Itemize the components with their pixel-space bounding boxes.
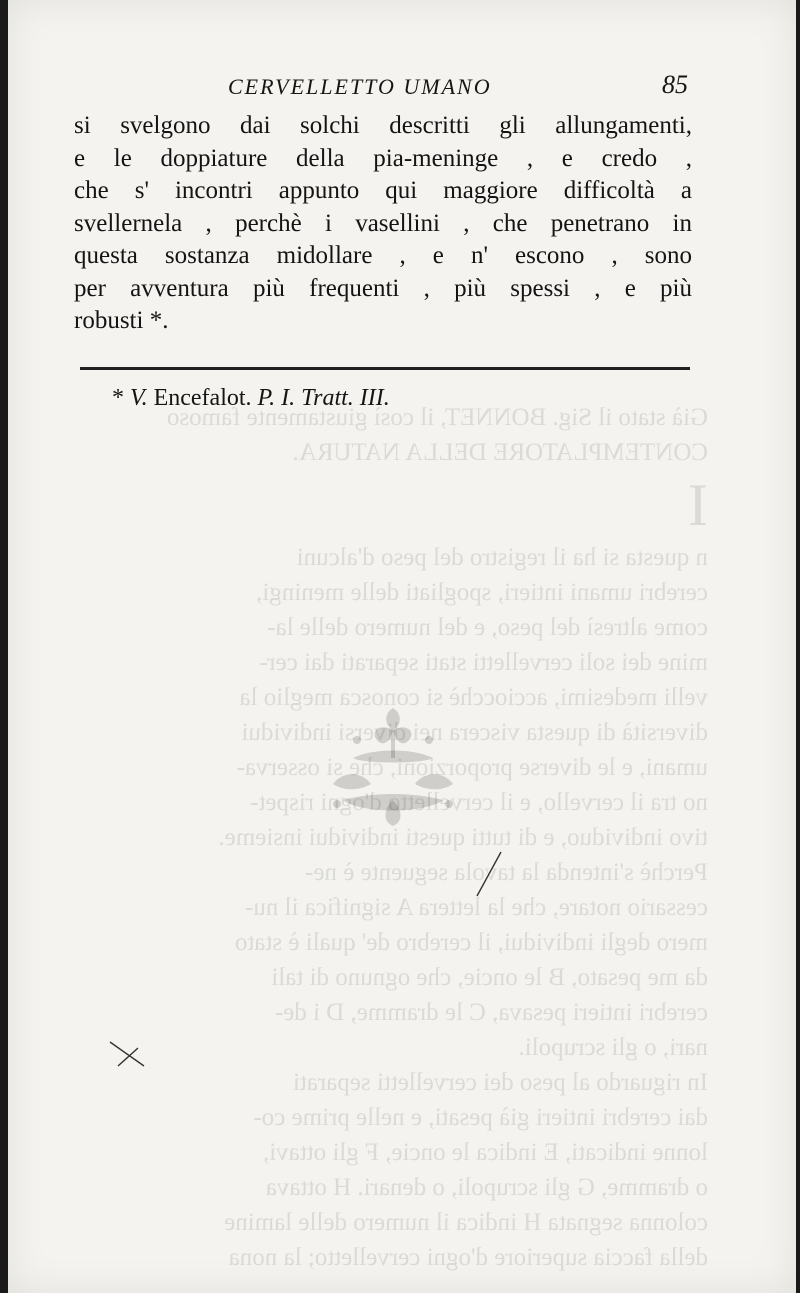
text-line: si svelgono dai solchi descritti gli allungamenti, [74,112,692,139]
footnote-rule [80,367,690,370]
footnote-ref-work: Encefalot. [153,385,252,411]
bleed-through-text: Già stato il Sig. BONNET, il così giustamente famoso CONTEMPLATORE DELLA NATURA. I n questa si ha il registro del peso d'alcuni cerebri umani intieri, spogliati delle meningi, come altresì del peso, e del numero delle la- mine dei soli cervelletti stati separati dai cer- velli medesimi, acciocchè si conosca meglio la diversità di questa viscera nei diversi individui umani, e le diverse proporzioni, che si osserva- no tra il cervello, e il cervelletto d'ogni rispet- tivo individuo, e di tutti questi individui insieme. Perchè s'intenda la tavola seguente è ne- cessario notare, che la lettera A significa il nu- mero degli individui, il cerebro de' quali è stato da me pesato, B le oncie, che ognuno di tali cerebri intieri pesava, C le dramme, D i de- nari, o gli scrupoli. In riguardo al peso dei cervelletti separati dai cerebri intieri già pesati, e nelle prime co- lonne indicati, E indica le oncie, F gli ottavi, o dramme, G gli scrupoli, o denari. H ottava colonna segnata H indica il numero delle lamine della faccia superiore d'ogni cervelletto; la nona [166,404,708,1271]
text-line: e le doppiature della pia-meninge , e credo , [74,144,692,172]
footnote-ref-part: P. I. [257,385,296,411]
page-number: 85 [662,70,688,99]
footnote-ref-tract: Tratt. III. [301,385,390,411]
running-header [218,70,688,104]
pencil-stroke [108,1040,148,1070]
text-line: svellernela , perchè i vasellini , che penetrano in [74,209,692,237]
text-line: questa sostanza midollare , e n' escono , sono [74,242,692,269]
footnote-ref-initial: V. [130,385,148,411]
footnote-mark: * [112,385,124,411]
footnote [112,385,390,412]
floral-vignette-icon [313,700,473,830]
book-page [8,0,796,1293]
running-title: CERVELLETTO UMANO [228,74,492,99]
text-line: robusti *. [74,307,169,334]
pencil-stroke [473,850,503,900]
text-line: che s' incontri appunto qui maggiore difficoltà a [74,177,692,204]
text-line: per avventura più frequenti , più spessi , e più [74,274,692,302]
body-text [74,110,692,338]
